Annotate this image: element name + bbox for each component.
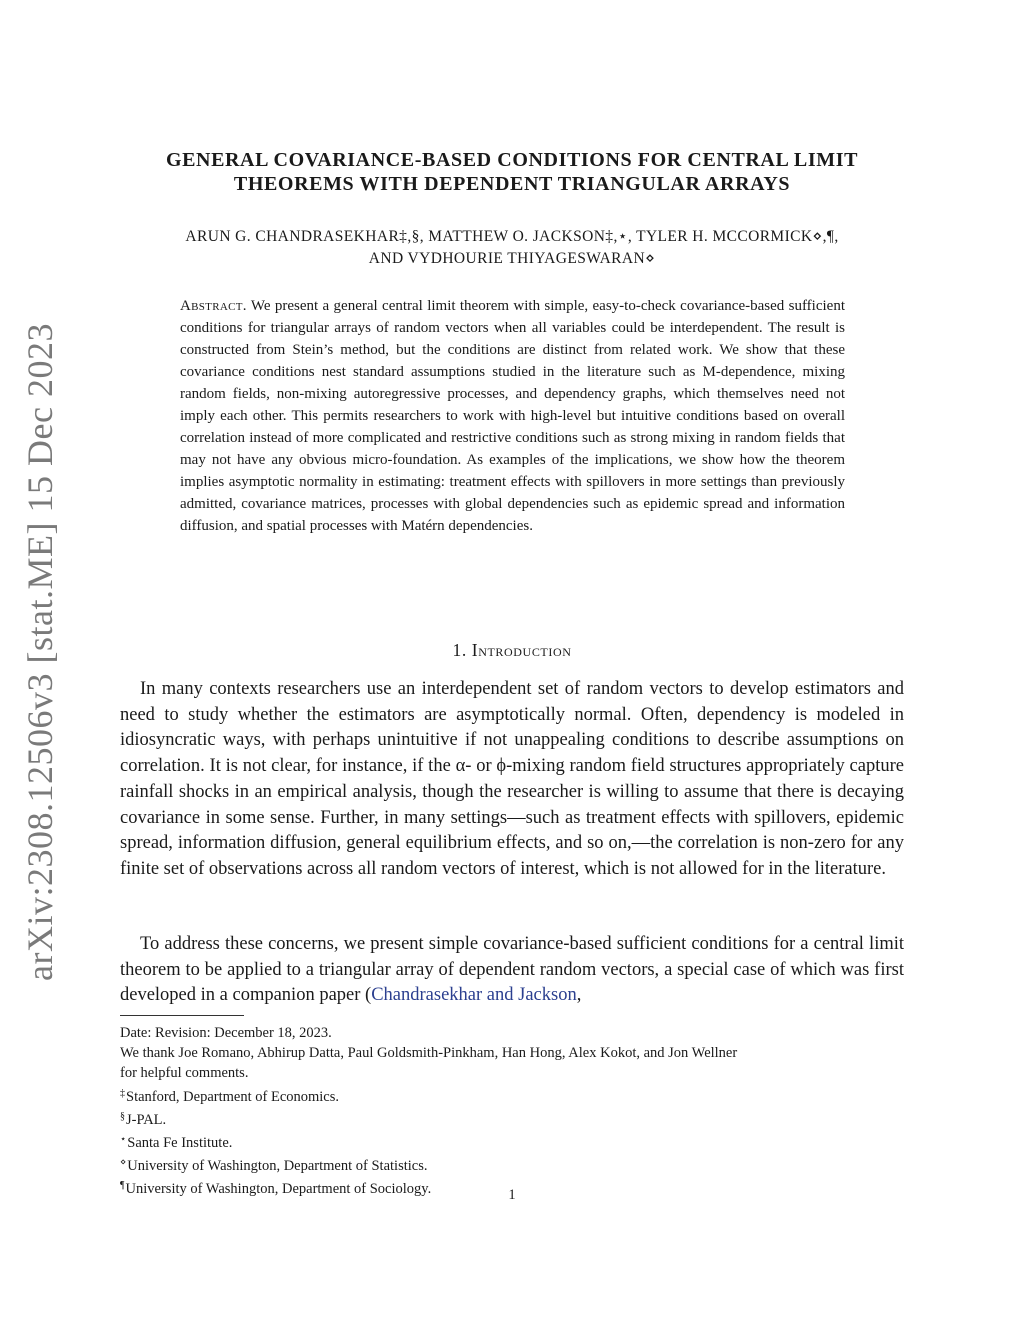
footnote-divider [120, 1015, 244, 1016]
affiliation-text: University of Washington, Department of Statistics. [127, 1158, 428, 1175]
section-heading: 1. Introduction [452, 640, 572, 660]
paper-title [100, 148, 924, 196]
footnote-date: Date: Revision: December 18, 2023. [120, 1025, 332, 1041]
affiliation-text: University of Washington, Department of Sociology. [125, 1181, 432, 1198]
abstract-label: Abstract. [180, 298, 247, 314]
intro-paragraph-2 [120, 932, 904, 1009]
footnote-thanks-line-2: for helpful comments. [120, 1065, 249, 1082]
affiliation-text: Stanford, Department of Economics. [126, 1088, 340, 1105]
intro-paragraph-1: In many contexts researchers use an interdependent set of random vectors to develop estimators and need to study whether the estimators are asymptotically normal. Often, dependency is modeled in idiosyncratic ways, with perhaps unintuitive if not unappealing conditions to describe assumptions on correlation. It is not clear, for instance, if the α- or ϕ-mixing random field structures appropriately capture rainfall shocks in an empirical analysis, though the researcher is willing to assume that there is decaying covariance in some sense. Further, in many settings—such as treatment effects with spillovers, epidemic spread, information diffusion, general equilibrium effects, and so on,—the correlation is non-zero for any finite set of observations across all random vectors of interest, which is not allowed for in the literature. [120, 679, 904, 879]
abstract-text: We present a general central limit theorem with simple, easy-to-check covariance-based sufficient conditions for triangular arrays of random vectors when all variables could be interdependent. The result is constructed from Stein’s method, but the conditions are distinct from related work. We show that these covariance conditions nest standard assumptions studied in the literature such as M-dependence, mixing random fields, non-mixing autoregressive processes, and dependency graphs, which themselves need not imply each other. This permits researchers to work with high-level but intuitive conditions based on overall correlation instead of more complicated and restrictive conditions such as strong mixing in random fields that may not have any obvious micro-foundation. As examples of the implications, we show how the theorem implies asymptotic normality in estimating: treatment effects with spillovers in more settings than previously admitted, covariance matrices, processes with global dependencies such as epidemic spread and information diffusion, and spatial processes with Matérn dependencies. [180, 298, 845, 534]
citation-link[interactable]: Chandrasekhar and Jackson [371, 985, 577, 1006]
abstract [180, 295, 845, 537]
footnote-mark: ¶ [120, 1180, 125, 1192]
footnote-affiliation [120, 1084, 904, 1107]
title-line-1: GENERAL COVARIANCE-BASED CONDITIONS FOR CENTRAL LIMIT [165, 149, 859, 171]
footnote-mark: ‡ [120, 1087, 125, 1099]
footnotes [120, 1023, 904, 1200]
paragraph-2-text: To address these concerns, we present simple covariance-based sufficient conditions for a central limit theorem to be applied to a triangular array of dependent random vectors, a special case of which was first developed in a companion paper ( [120, 934, 904, 1006]
footnote-affiliation [120, 1153, 904, 1176]
paragraph-2-tail: , [576, 985, 582, 1006]
author-list [100, 226, 924, 270]
footnote-mark: ⋆ [120, 1134, 127, 1146]
authors-line-1: ARUN G. CHANDRASEKHAR‡,§, MATTHEW O. JACKSON‡,⋆, TYLER H. MCCORMICK⋄,¶, [185, 228, 839, 245]
arxiv-stamp [0, 0, 76, 1325]
affiliation-text: J-PAL. [126, 1111, 167, 1128]
footnote-affiliation [120, 1107, 904, 1130]
footnote-mark: § [120, 1110, 125, 1122]
affiliation-text: Santa Fe Institute. [127, 1135, 233, 1152]
title-line-2: THEOREMS WITH DEPENDENT TRIANGULAR ARRAYS [233, 173, 791, 195]
footnote-mark: ⋄ [120, 1157, 127, 1169]
footnote-thanks-line-1: We thank Joe Romano, Abhirup Datta, Paul Goldsmith-Pinkham, Han Hong, Alex Kokot, and Jon Wellner [120, 1045, 738, 1062]
footnote-affiliation [120, 1130, 904, 1153]
arxiv-identifier: arXiv:2308.12506v3 [stat.ME] 15 Dec 2023 [20, 323, 60, 981]
authors-line-2: AND VYDHOURIE THIYAGESWARAN⋄ [368, 250, 656, 267]
page-number: 1 [508, 1187, 516, 1203]
